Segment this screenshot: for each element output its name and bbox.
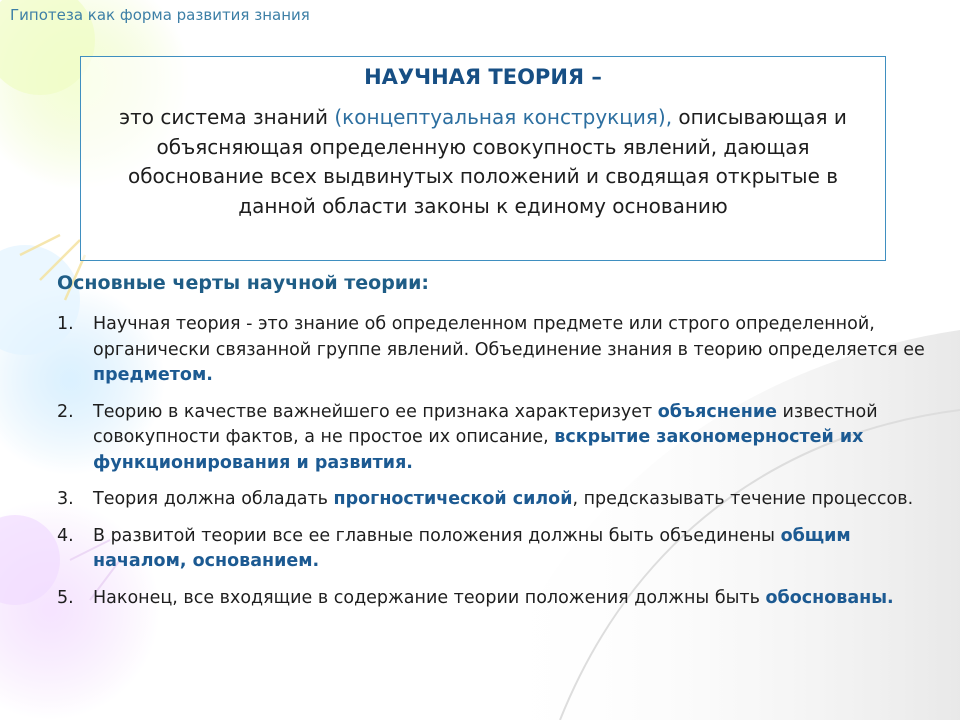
list-item-number: 2. [57, 401, 74, 422]
list-item-text [93, 312, 937, 389]
definition-text-body: описывающая и объясняющая определенную совокупность явлений, дающая обоснование всех выдвинутых положений и сводящая открытые в данной области законы к единому основанию [127, 105, 847, 218]
list-item-plain: Теория должна обладать [93, 489, 334, 509]
list-item [57, 586, 937, 612]
list-item [57, 487, 937, 513]
slide-header-title: Гипотеза как форма развития знания [10, 6, 310, 24]
list-item-plain: Теорию в качестве важнейшего ее признака характеризует [93, 401, 658, 422]
list-item-highlight: объяснение [657, 401, 777, 422]
list-item-number: 5. [57, 587, 74, 608]
list-item-plain: Научная теория - это знание об определенном предмете или строго определенной, органически связанной группе явлений. Объединение знания в теорию определяется ее [93, 314, 925, 360]
list-item-highlight: обоснованы. [765, 587, 894, 608]
list-item-highlight: прогностической силой [333, 489, 573, 509]
definition-title: НАУЧНАЯ ТЕОРИЯ – [364, 65, 602, 89]
list-item-number: 1. [57, 314, 74, 334]
list-item-text [93, 400, 937, 477]
list-item-plain: В развитой теории все ее главные положения должны быть объединены [93, 525, 781, 546]
definition-box [80, 56, 886, 261]
definition-text-accent: (концептуальная конструкция), [334, 105, 673, 129]
list-item-text [93, 524, 937, 575]
definition-text-lead: это система знаний [119, 105, 335, 129]
features-title: Основные черты научной теории: [57, 272, 430, 294]
features-list [57, 312, 937, 611]
list-item-highlight: предметом. [93, 365, 213, 385]
list-item [57, 524, 937, 575]
list-item-text [93, 487, 937, 513]
list-item-highlight: общим началом, основанием. [93, 525, 851, 571]
list-item-text [93, 586, 937, 612]
list-item [57, 400, 937, 477]
list-item-plain-after: , предсказывать течение процессов. [572, 489, 914, 509]
list-item-number: 3. [57, 489, 74, 509]
list-item-plain: Наконец, все входящие в содержание теории положения должны быть [93, 587, 766, 608]
definition-text [99, 103, 867, 221]
list-item [57, 312, 937, 389]
list-item-plain-after: известной совокупности фактов, а не простое их описание, [93, 401, 878, 447]
list-item-number: 4. [57, 525, 74, 546]
list-item-highlight-2: вскрытие закономерностей их функционирования и развития. [93, 427, 864, 473]
